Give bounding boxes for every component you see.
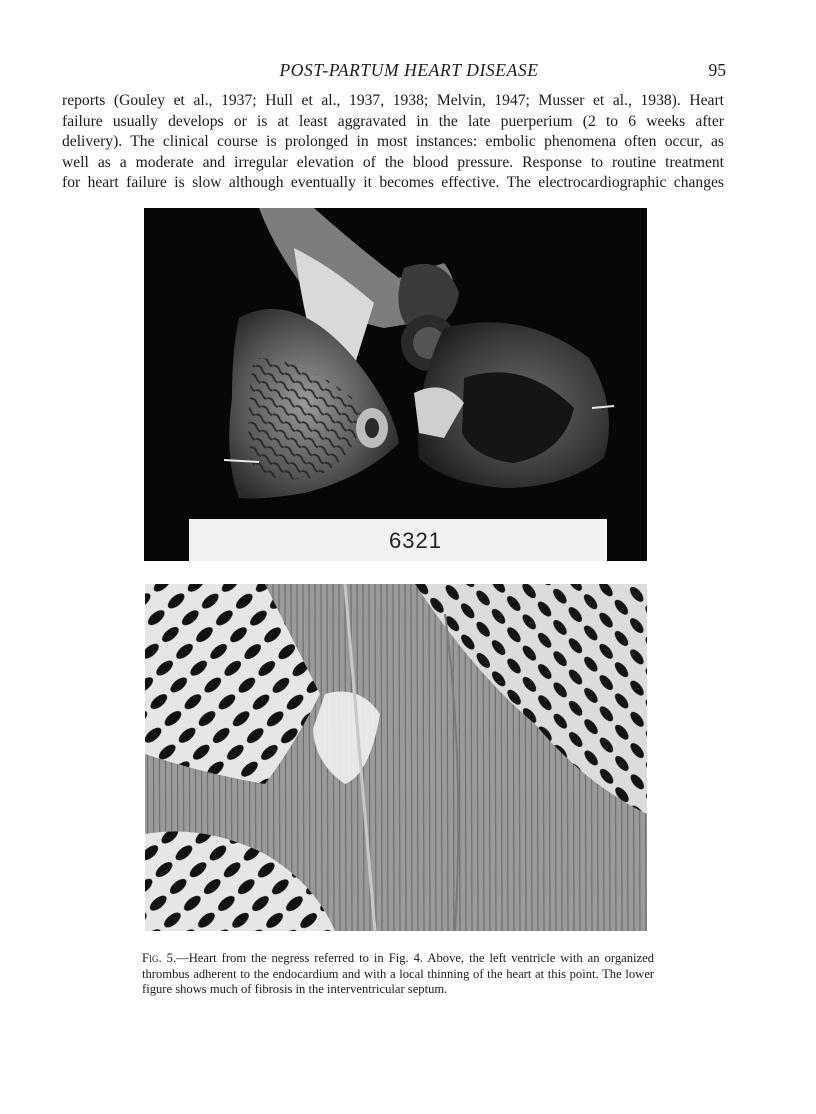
histology-illustration <box>145 584 647 931</box>
body-line: failure usually develops or is at least aggravated in the late puerperium (2 to 6 weeks after <box>62 112 724 130</box>
caption-text: —Heart from the negress referred to in Fig. 4. Above, the left ventricle with an organized thrombus adherent to the endocardium and with a local thinning of the heart at this point. The lower figure shows much of fibrosis in the interventricular septum. <box>142 951 654 996</box>
figure-caption <box>142 951 654 998</box>
figure-label: Fig. 5. <box>142 951 177 965</box>
body-line: reports (Gouley et al., 1937; Hull et al., 1937, 1938; Melvin, 1947; Musser et al., 1938). Heart <box>62 92 724 109</box>
histology-photomicrograph <box>145 584 647 931</box>
body-line: for heart failure is slow although eventually it becomes effective. The electrocardiographic changes <box>62 174 724 191</box>
running-title: POST-PARTUM HEART DISEASE <box>279 60 539 80</box>
heart-specimen-illustration <box>144 208 647 561</box>
running-head <box>62 60 756 82</box>
page-number: 95 <box>708 60 726 80</box>
specimen-label-card <box>189 519 607 561</box>
body-line: well as a moderate and irregular elevation of the blood pressure. Response to routine treatment <box>62 153 724 171</box>
specimen-number: 6321 <box>389 528 442 553</box>
body-line: delivery). The clinical course is prolonged in most instances: embolic phenomena often occur, as <box>62 133 724 150</box>
heart-specimen-photo <box>144 208 647 561</box>
body-paragraph <box>62 91 724 194</box>
